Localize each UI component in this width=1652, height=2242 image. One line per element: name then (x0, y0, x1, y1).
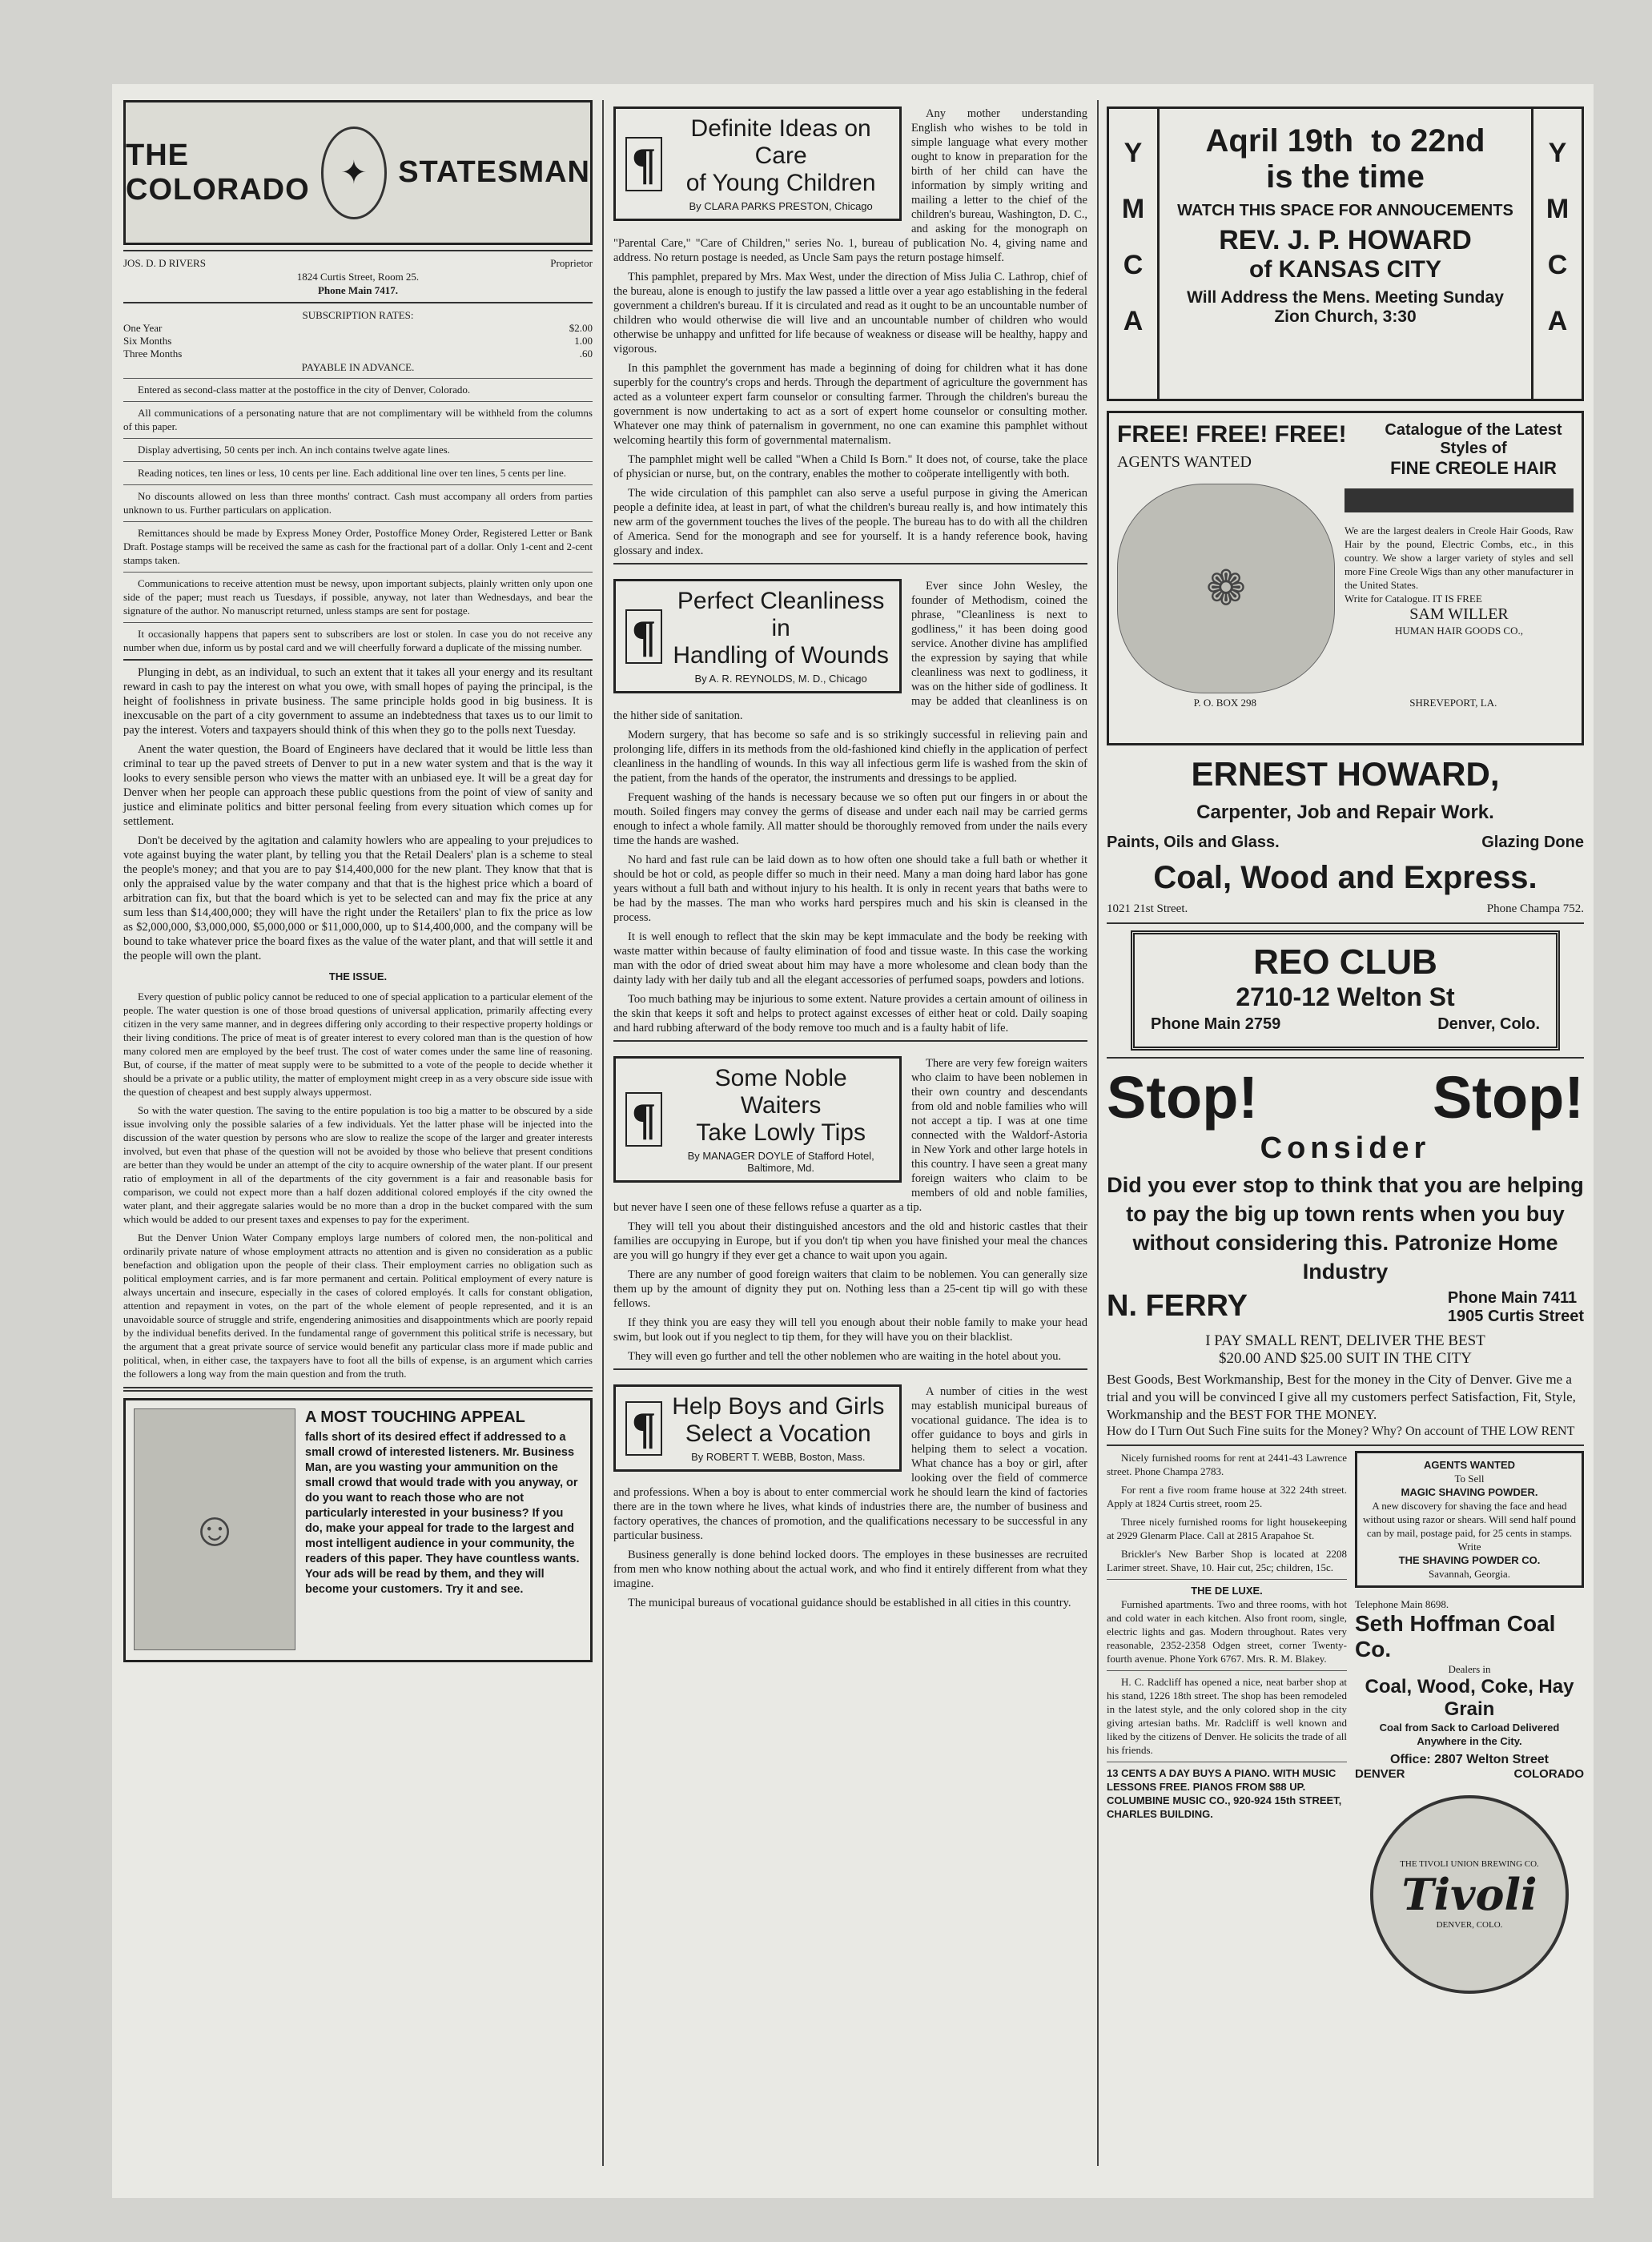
ymca-city: of KANSAS CITY (1249, 256, 1441, 283)
ymca-letter: M (1121, 194, 1145, 224)
article-paragraph: The municipal bureaus of vocational guidance should be established in all cities in this country. (628, 1597, 1071, 1609)
byline: By A. R. REYNOLDS, M. D., Chicago (694, 673, 867, 685)
hair-ad (1107, 411, 1584, 745)
article-paragraph: In this pamphlet the government has made a beginning of doing for children what it has done superbly for the country's crops and herds. Through the department of agriculture the government has acted as a volunteer expert farm counselor or consulting farmer. Through the children's bureau the government is now undertaking to act as a sort of expert home counselor or consulting mother. Whatever one may think of paternalism in government, no one can examine this pamphlet without welcoming heartily this form of governmental maternalism. (613, 362, 1087, 447)
column-left (123, 84, 593, 1672)
article-waiters (613, 1056, 1087, 1364)
classified-ad: Brickler's New Barber Shop is located at 2208 Larimer street. Shave, 10. Hair cut, 25c; children, 15c. (1107, 1548, 1347, 1573)
coal-phone: Telephone Main 8698. (1355, 1598, 1449, 1610)
hair-city: SHREVEPORT, LA. (1409, 697, 1497, 709)
ferry-text: Best Goods, Best Workmanship, Best for the money in the City of Denver. Give me a trial and you will be convinced I give all my customers perfect Satisfaction, Fit, Style, Workmanship and the BEST FOR THE MONEY. (1107, 1372, 1576, 1422)
reo-phone: Phone Main 2759 (1151, 1015, 1281, 1033)
ferry-line1: I PAY SMALL RENT, DELIVER THE BEST (1205, 1332, 1485, 1349)
notice: No discounts allowed on less than three months' contract. Cash must accompany all orders from parties unknown to us. Further particulars on application. (123, 490, 593, 516)
hair-box: P. O. BOX 298 (1193, 697, 1256, 709)
rate-price: 1.00 (574, 335, 593, 347)
howard-glazing: Glazing Done (1481, 834, 1584, 851)
publisher-line (123, 256, 593, 270)
reo-city: Denver, Colo. (1437, 1015, 1540, 1033)
headline-box (613, 106, 902, 221)
coal-goods: Coal, Wood, Coke, Hay Grain (1365, 1676, 1574, 1720)
article-paragraph: The wide circulation of this pamphlet can also serve a useful purpose in giving the American people a definite idea, at least in part, of what the children's bureau really is, and how intimately this new arm of the government touches the lives of the people. The bureau has to do with all the children of America. Send for the monograph and see for yourself. It is a handy reference book, having glossary and index. (613, 487, 1087, 557)
ymca-letter: C (1123, 250, 1144, 280)
ymca-dates: Aqril 19th to 22nd (1205, 123, 1485, 159)
rate-price: .60 (579, 348, 593, 360)
ymca-watch: WATCH THIS SPACE FOR ANNOUCEMENTS (1177, 202, 1513, 219)
column-right (1107, 84, 1584, 1994)
rate-label: One Year (123, 322, 163, 334)
headline-box (613, 1056, 902, 1183)
article-paragraph: This pamphlet, prepared by Mrs. Max West, under the direction of Miss Julia C. Lathrop, chief of the bureau, alone is enough to justify the law passed a little over a year ago establishing in the federal government a children's bureau. If it is circulated and read as it ought to be an uncountable number of children who would otherwise die will live and an uncountable number of children who would otherwise be unhappy and unfitted for life because of weakness or disease will be healthy, happy and vigorous. (613, 271, 1087, 356)
publisher-address: 1824 Curtis Street, Room 25. (296, 271, 420, 283)
headline: Take Lowly Tips (696, 1119, 866, 1146)
ymca-letter: A (1547, 306, 1568, 336)
pilcrow-icon: ¶ (625, 137, 662, 191)
reo-name: REO CLUB (1253, 942, 1437, 982)
pilcrow-icon: ¶ (625, 1401, 662, 1456)
notice: Communications to receive attention must be newsy, upon important subjects, plainly written only upon one side of the paper; must reach us Tuesdays, if possible, anyway, not later than Wednesdays, and bear the signature of the author. No manuscript returned, unless stamps are sent for postage. (123, 577, 593, 617)
pilcrow-icon: ¶ (625, 1092, 662, 1147)
hair-free: FREE! FREE! FREE! (1117, 421, 1347, 448)
ferry-name: N. FERRY (1107, 1289, 1248, 1323)
subscription-heading: SUBSCRIPTION RATES: (302, 309, 414, 321)
coal-dealers: Dealers in (1448, 1663, 1491, 1675)
howard-address: 1021 21st Street. (1107, 902, 1188, 915)
shaving-ad (1355, 1451, 1584, 1588)
deluxe-body: Furnished apartments. Two and three rooms, with hot and cold water in each kitchen. Also front room, single, electric lights and gas. Modern throughout. Rates very reasonable, 2352-2358 Odgen street, corner Twenty-fourth avenue. Phone York 6767. Mrs. R. M. Blakey. (1107, 1598, 1347, 1665)
coal-text: Coal from Sack to Carload Delivered Anywhere in the City. (1379, 1722, 1560, 1747)
issue-paragraph: But the Denver Union Water Company employs large numbers of colored men, the non-political and ordinarily private nature of whose employment attracts no attention and is given no consideration as a public benefaction and obligation upon the people of their class. Their employment carries no obligation such as political employment carries, and is far more permanent and certain. Political employment of every nature is always uncertain and insecure, especially in the cases of colored employés. It calls for constant obligation, attention and repayment in votes, on the part of the whole element of people represented, and it is an unavoidable source of struggle and strife, engendering animosities and disappointments which are poorly repaid by the individual benefits derived. In the fundamental range of government this political strife is necessary, but the argument that a great private source of service would benefit any particular class more if made public and political, when, in either case, the taxpayers have to foot all the bills of expense, is an argument which carries the followers a long way from the main question and from the truth. (123, 1231, 593, 1380)
classifieds (1107, 1451, 1347, 1994)
rate-label: Three Months (123, 348, 183, 360)
notice: All communications of a personating nature that are not complimentary will be withheld from the columns of this paper. (123, 407, 593, 432)
ymca-meeting: Will Address the Mens. Meeting Sunday (1187, 288, 1504, 307)
editorial-paragraph: Plunging in debt, as an individual, to such an extent that it takes all your energy and its resultant reward in cash to pay the interest on what you owe, with small hopes of paying the principal, is the height of foolishness in private business. The same principle holds good in big business. It is inexcusable on the part of a city government to assume an indebtedness that taxes us to our limit to pay the interest. Voters and taxpayers should think of this when they go to the polls next Tuesday. (123, 666, 593, 737)
newspaper-page (112, 84, 1594, 2198)
shaving-sub: To Sell (1454, 1473, 1485, 1485)
editorial-paragraph: Anent the water question, the Board of Engineers have declared that it would be little less than criminal to tear up the paved streets of Denver to put in a new water system and that is the way it looks to every sensible person who views the matter with an unbiased eye. It will be a great day for Denver when her people can approach these public questions from the point of view of sanity and justice and eliminate politics and bitter personal feeling from every situation which comes up for settlement. (123, 743, 593, 828)
article-paragraph: Modern surgery, that has become so safe and is so strikingly successful in relieving pain and prolonging life, differs in its methods from the old-fashioned kind chiefly in the application of perfect cleanliness in the handling of wounds. In this way all infectious germ life is washed from the skin of the patient, from the hands of the operator, the instruments and dressings to be applied. (613, 729, 1087, 785)
masthead-title-right: STATESMAN (398, 155, 590, 189)
headline: Select a Vocation (685, 1420, 871, 1447)
cartoon-illustration-icon: ☺ (134, 1408, 295, 1650)
column-rule (602, 100, 604, 2166)
column-rule (1097, 100, 1099, 2166)
article-paragraph: They will even go further and tell the other noblemen who are waiting in the hotel about you. (628, 1350, 1062, 1363)
ymca-letter: A (1123, 306, 1144, 336)
howard-paints: Paints, Oils and Glass. (1107, 834, 1280, 851)
shaving-body: A new discovery for shaving the face and head without using razor or shears. Will send half pound can by mail, postage paid, for 25 cents in stamps. Write (1362, 1500, 1577, 1553)
howard-coal: Coal, Wood and Express. (1153, 860, 1537, 895)
hair-company: HUMAN HAIR GOODS CO., (1395, 625, 1523, 637)
coal-office: Office: 2807 Welton Street (1390, 1753, 1549, 1766)
article-paragraph: They will tell you about their distinguished ancestors and the old and historic castles that their families are occupying in Europe, but if you don't tip when you have finished your meal the chances are you will go hungry if they ever get a chance to wait upon you again. (613, 1220, 1087, 1262)
piano-ad: 13 CENTS A DAY BUYS A PIANO. WITH MUSIC LESSONS FREE. PIANOS FROM $88 UP. COLUMBINE MUSIC CO., 920-924 15th STREET, CHARLES BUILDING. (1107, 1767, 1342, 1820)
article-care (613, 106, 1087, 558)
article-paragraph: Too much bathing may be injurious to some extent. Nature provides a certain amount of oiliness in the skin that keeps it soft and helps to protect against excesses of either heat or cold. Daily soaping and hard rubbing afterward of the body remove too much and is a faulty habit of life. (613, 993, 1087, 1035)
ymca-letter: M (1545, 194, 1570, 224)
issue-heading: THE ISSUE. (328, 970, 388, 982)
hair-name: SAM WILLER (1409, 605, 1509, 623)
article-paragraph: There are very few foreign waiters who claim to have been noblemen in their own country and descendants from old and noble families who will not accept a tip. I was at one time connected with the Waldorf-Astoria in New York and other large hotels in this country. I have seen a great many foreign waiters who claim to be members of old and noble families, but never have I seen one of these fellows refuse a quarter as a tip. (613, 1057, 1087, 1214)
ymca-letter: C (1547, 250, 1568, 280)
article-paragraph: It is well enough to reflect that the skin may be kept immaculate and the body be reeking with waste matter within because of faulty elimination of food and tissue waste. In this case the working man with the odor of dried sweat about him may have a more wholesome and clean body than the dainty lady with her daily tub and all the elegant accessories of perfumed soaps, powders and lotions. (613, 930, 1087, 986)
issue-paragraph: Every question of public policy cannot be reduced to one of special application to a particular element of the people. The water question is one of those broad questions of universal application, primarily affecting every citizen in the very same manner, and in degrees differing only according to their respective property holdings or their living conditions. The price of meat is of greater interest to every colored man than is the question of how many colored men are employed by the beef trust. The cost of water comes under the same line of reasoning. But, of course, if the matter of meat supply were to be submitted to a vote of the people to decide whether it should be a private or a public utility, the matter of employment might creep in as a very obscure side issue with the question of cheapest and best supply always uppermost. (123, 990, 593, 1098)
article-paragraph: Any mother understanding English who wishes to be told in simple language what every mother ought to know in preparation for the birth of her child can have the information by simply writing and mailing a letter to the chief of the children's bureau, Washington, D. C., and asking for the monograph on "Parental Care," "Care of Children," series No. 1, bureau of publication No. 4, giving name and address. No return postage is needed, as Uncle Sam pays the return postage himself. (613, 107, 1087, 264)
notice: Remittances should be made by Express Money Order, Postoffice Money Order, Registered Letter or Bank Draft. Postage stamps will be received the same as cash for the fractional part of a dollar. Only 1-cent and 2-cent stamps taken. (123, 527, 593, 566)
appeal-body: falls short of its desired effect if addressed to a small crowd of interested listeners. Mr. Business Man, are you wasting your ammunition on the small crowd that would trade with you anyway, or do you want to reach those who are not particularly interested in your business? If you do, make your appeal for trade to the largest and most intelligent audience in your community, the readers of this paper. They have countless wants. Your ads will be read by them, and they will become your customers. Try it and see. (305, 1431, 580, 1596)
headline-box (613, 1384, 902, 1472)
publisher-role: Proprietor (550, 257, 593, 269)
reo-club-ad (1131, 930, 1560, 1051)
hair-swirl-illustration-icon: ❁ (1117, 484, 1335, 693)
coal-city: DENVER (1355, 1767, 1405, 1781)
shaving-company: THE SHAVING POWDER CO. (1398, 1554, 1541, 1566)
issue-paragraph: So with the water question. The saving to the entire population is too big a matter to be obscured by a side issue involving only the possible salaries of a few individuals. Yet the latter phase will be injected into the discussion of the water question by persons who are slow to realize the scope of the larger and greater interests involved, but even that phase of the question will not be avoided by those who believe that present conditions are better than they would be under an attempt of the city to acquire ownership of the water plant. If our present ratio of employment in all of the departments of the city government is a fair and reasonable basis for comparison, we could not expect more than a half dozen additional colored employés if the city owned the water plant, and their aggregate salaries would be no more than a drop in the bucket compared with the sum which would be added to our present taxes and expenses to pay for the experiment. (123, 1104, 593, 1225)
subscription-rates (123, 322, 593, 360)
hair-body: We are the largest dealers in Creole Hair Goods, Raw Hair by the pound, Electric Combs, etc., in this country. We show a larger variety of styles and sell more Fine Creole Wigs than any other manufacturer in the United States. (1345, 524, 1574, 591)
stop-headline: Stop! (1107, 1064, 1259, 1131)
eagle-emblem-icon: ✦ (321, 127, 388, 219)
tivoli-city: DENVER, COLO. (1436, 1920, 1503, 1930)
ferry-body: Did you ever stop to think that you are helping to pay the big up town rents when you buy without considering this. Patronize Home Industry (1107, 1173, 1584, 1284)
razor-illustration-icon (1345, 488, 1574, 512)
article-paragraph: Ever since John Wesley, the founder of Methodism, coined the phrase, "Cleanliness is next to godliness," it has been doing good service. Another divine has amplified the expression by saying that while cleanliness was next to godliness, it was on the hither side of godliness. It may be added that cleanliness is on the hither side of sanitation. (613, 580, 1087, 722)
tivoli-seal (1370, 1795, 1569, 1994)
howard-services: Carpenter, Job and Repair Work. (1196, 802, 1494, 823)
notice: Display advertising, 50 cents per inch. An inch contains twelve agate lines. (138, 444, 450, 456)
article-paragraph: No hard and fast rule can be laid down as to how often one should take a full bath or whether it should be hot or cold, as people differ so much in their need. Many a man doing hard labor has gone years without a full bath and without injury to his health. It is only in recent years that baths were to be had by the masses. The man who works hard perspires much and his skin is cleansed in the process. (613, 854, 1087, 924)
howard-name: ERNEST HOWARD, (1191, 755, 1500, 793)
notice: It occasionally happens that papers sent to subscribers are lost or stolen. In case you do not receive any number when due, inform us by postal card and we will cheerfully forward a duplicate of the missing number. (123, 628, 593, 653)
classified-ad: Three nicely furnished rooms for light housekeeping at 2929 Glenarm Place. Call at 2815 Arapahoe St. (1107, 1516, 1347, 1541)
headline: of Young Children (685, 170, 876, 196)
hair-agents: AGENTS WANTED (1117, 453, 1252, 471)
article-paragraph: The pamphlet might well be called "When a Child Is Born." It does not, of course, take the place of physician or nurse, but, on the contrary, enables the mother to coöperate intelligently with both. (613, 453, 1087, 480)
article-paragraph: Frequent washing of the hands is necessary because we so often put our fingers in or about the mouth. Soiled fingers may convey the germs of disease and under each nail may be carried germs enough to infect a whole family. All matter should be thoroughly removed from under the nails every time the hands are washed. (613, 791, 1087, 847)
pilcrow-icon: ¶ (625, 609, 662, 664)
howard-ad (1107, 755, 1584, 916)
radcliff-notice: H. C. Radcliff has opened a nice, neat barber shop at his stand, 1226 18th street. The shop has been remodeled in the latest style, and the only colored shop in the city giving artesian baths. Mr. Radcliff is well known and liked by the citizens of Denver. He solicits the trade of all his friends. (1107, 1676, 1347, 1756)
headline: Perfect Cleanliness in (677, 588, 885, 641)
ferry-line2: $20.00 AND $25.00 SUIT IN THE CITY (1219, 1350, 1472, 1367)
coal-state: COLORADO (1513, 1767, 1584, 1781)
ymca-letter: Y (1548, 138, 1567, 168)
article-paragraph: Business generally is done behind locked doors. The employes in these businesses are recruited from men who know nothing about the actual work, and who find it entirely different from what they imagine. (613, 1549, 1087, 1590)
headline: Help Boys and Girls (672, 1393, 885, 1420)
hair-catalogue: Catalogue of the Latest Styles of (1385, 421, 1562, 457)
masthead-title-left: THE COLORADO (126, 138, 310, 207)
ymca-letter: Y (1123, 138, 1143, 168)
coal-ad (1355, 1597, 1584, 1781)
byline: By MANAGER DOYLE of Stafford Hotel, Baltimore, Md. (687, 1150, 874, 1174)
notice: Entered as second-class matter at the postoffice in the city of Denver, Colorado. (138, 384, 471, 396)
headline: Handling of Wounds (673, 642, 889, 669)
hair-write: Write for Catalogue. IT IS FREE (1345, 593, 1482, 605)
ymca-subtitle: is the time (1266, 159, 1425, 195)
stop-headline: Stop! (1432, 1064, 1584, 1131)
classified-ad: Nicely furnished rooms for rent at 2441-43 Lawrence street. Phone Champa 2783. (1107, 1452, 1347, 1477)
article-vocation (613, 1384, 1087, 1610)
byline: By ROBERT T. WEBB, Boston, Mass. (691, 1451, 866, 1463)
shaving-heading: AGENTS WANTED (1423, 1459, 1516, 1471)
appeal-ad (123, 1398, 593, 1662)
column-middle (613, 84, 1087, 1615)
publisher-phone: Phone Main 7417. (317, 284, 399, 296)
headline: Some Noble Waiters (714, 1065, 847, 1119)
ymca-ad (1107, 106, 1584, 401)
payable-notice: PAYABLE IN ADVANCE. (301, 361, 415, 373)
ferry-consider: Consider (1260, 1131, 1431, 1165)
ferry-question: How do I Turn Out Such Fine suits for the Money? Why? On account of THE LOW RENT (1107, 1424, 1575, 1438)
article-paragraph: A number of cities in the west may establish municipal bureaus of vocational guidance. The idea is to offer guidance to boys and girls in helping them to select a vocation. What chance has a boy or girl, after looking over the field of commerce and professions. When a boy is about to enter commercial work he should learn the kind of factories there are in the town where he lives, what kinds of industries there are, the number of business and factory operatives, the chances of promotion, and the qualifications necessary to be successful in any particular business. (613, 1385, 1087, 1542)
ymca-venue: Zion Church, 3:30 (1274, 307, 1417, 326)
shaving-city: Savannah, Georgia. (1429, 1568, 1510, 1580)
shaving-product: MAGIC SHAVING POWDER. (1401, 1486, 1538, 1498)
rate-label: Six Months (123, 335, 172, 347)
publisher-name: JOS. D. D RIVERS (123, 257, 206, 269)
article-paragraph: There are any number of good foreign waiters that claim to be noblemen. You can generally size them up by the amount of dignity they put on. Nothing less than a 25-cent tip will go with these fellows. (613, 1268, 1087, 1310)
notice: Reading notices, ten lines or less, 10 cents per line. Each additional line over ten lines, 5 cents per line. (138, 467, 567, 479)
tivoli-ring-text: THE TIVOLI UNION BREWING CO. (1400, 1859, 1539, 1869)
ferry-street: 1905 Curtis Street (1447, 1308, 1584, 1325)
hair-product: FINE CREOLE HAIR (1390, 458, 1557, 478)
byline: By CLARA PARKS PRESTON, Chicago (689, 200, 873, 212)
masthead (123, 100, 593, 245)
article-cleanliness (613, 579, 1087, 1035)
editorial-paragraph: Don't be deceived by the agitation and calamity howlers who are appealing to your prejudices to vote against buying the water plant, by telling you that the Retail Dealers' plan is a scheme to steal the people's money; and that you are to pay $14,400,000 for the new plant. They know that that is only the appraised value by the water company and that that is the highest price which a board of arbitration can fix, but that the board which is yet to be selected can and may fix the price at any sum less than $14,400,000; they will have the right under the Retailers' plan to fix the price as low as $2,000,000, $3,000,000, $5,000,000 or $11,000,000, up to $14,400,000, and the company will be bound to take whatever price the board fixes as the value of the water plant, and that will settle it and the people will own the plant. (123, 834, 593, 962)
ferry-phone: Phone Main 7411 (1447, 1289, 1578, 1307)
classified-ad: For rent a five room frame house at 322 24th street. Apply at 1824 Curtis street, room 25. (1107, 1484, 1347, 1509)
reo-address: 2710-12 Welton St (1236, 982, 1455, 1011)
deluxe-heading: THE DE LUXE. (1191, 1585, 1263, 1597)
howard-phone: Phone Champa 752. (1486, 902, 1584, 915)
headline: Definite Ideas on Care (690, 115, 871, 169)
article-paragraph: If they think you are easy they will tell you enough about their noble family to make your head swim, but look out if you neglect to tip them, for they will have you on their blacklist. (613, 1316, 1087, 1344)
tivoli-logo: Tivoli (1401, 1869, 1537, 1920)
coal-name: Seth Hoffman Coal Co. (1355, 1611, 1556, 1661)
ymca-speaker: REV. J. P. HOWARD (1219, 225, 1472, 255)
appeal-heading: A MOST TOUCHING APPEAL (305, 1408, 525, 1426)
rate-price: $2.00 (569, 322, 593, 334)
headline-box (613, 579, 902, 693)
ferry-ad (1107, 1063, 1584, 1440)
